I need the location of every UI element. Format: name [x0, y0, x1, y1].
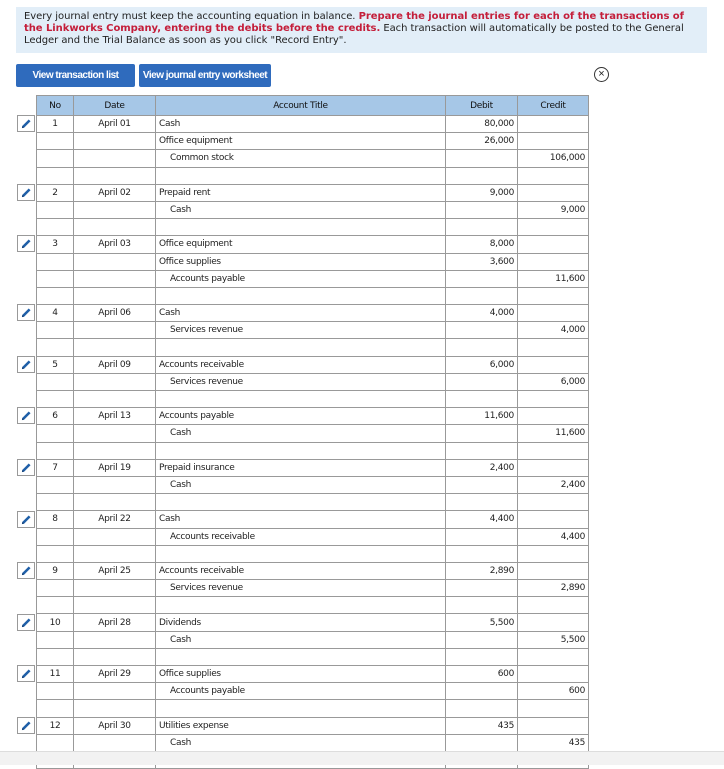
entry-number: 5	[37, 356, 74, 373]
account-title: Common stock	[156, 150, 446, 167]
view-transaction-list-button[interactable]: View transaction list	[16, 64, 135, 87]
empty-cell	[446, 339, 518, 356]
empty-cell	[74, 219, 156, 236]
empty-cell	[446, 648, 518, 665]
empty-cell	[446, 391, 518, 408]
entry-date	[74, 201, 156, 218]
entry-date	[74, 322, 156, 339]
table-row	[37, 683, 589, 700]
empty-cell	[74, 545, 156, 562]
entry-number: 11	[37, 666, 74, 683]
separator-row	[37, 545, 589, 562]
entry-date: April 29	[74, 666, 156, 683]
empty-cell	[518, 339, 589, 356]
debit-amount	[446, 373, 518, 390]
separator-row	[37, 167, 589, 184]
account-title: Cash	[156, 305, 446, 322]
view-journal-worksheet-button[interactable]: View journal entry worksheet	[139, 64, 271, 87]
account-title: Cash	[156, 734, 446, 751]
separator-row	[37, 494, 589, 511]
account-title: Office supplies	[156, 253, 446, 270]
table-row	[37, 270, 589, 287]
table-row	[37, 562, 589, 579]
entry-date	[74, 270, 156, 287]
credit-amount: 600	[518, 683, 589, 700]
empty-cell	[446, 700, 518, 717]
empty-cell	[156, 597, 446, 614]
entry-number: 1	[37, 116, 74, 133]
empty-cell	[518, 545, 589, 562]
table-row	[37, 322, 589, 339]
header-credit: Credit	[518, 96, 589, 116]
entry-date	[74, 425, 156, 442]
entry-date: April 02	[74, 184, 156, 201]
table-row	[37, 116, 589, 133]
account-title: Office equipment	[156, 236, 446, 253]
empty-cell	[446, 494, 518, 511]
account-title: Cash	[156, 511, 446, 528]
debit-amount	[446, 270, 518, 287]
credit-amount: 11,600	[518, 270, 589, 287]
entry-date: April 13	[74, 408, 156, 425]
entry-number	[37, 201, 74, 218]
debit-amount	[446, 150, 518, 167]
debit-amount	[446, 322, 518, 339]
credit-amount	[518, 116, 589, 133]
account-title: Services revenue	[156, 580, 446, 597]
separator-row	[37, 648, 589, 665]
debit-amount	[446, 425, 518, 442]
empty-cell	[156, 167, 446, 184]
debit-amount: 9,000	[446, 184, 518, 201]
entry-date	[74, 133, 156, 150]
edit-entry-button[interactable]	[17, 665, 35, 682]
edit-entry-button[interactable]	[17, 511, 35, 528]
account-title: Cash	[156, 425, 446, 442]
credit-amount	[518, 511, 589, 528]
separator-row	[37, 287, 589, 304]
empty-cell	[37, 339, 74, 356]
close-icon[interactable]: ×	[594, 67, 609, 82]
table-row	[37, 356, 589, 373]
debit-amount: 2,400	[446, 459, 518, 476]
credit-amount	[518, 253, 589, 270]
edit-entry-button[interactable]	[17, 562, 35, 579]
instructions-outro: Each transaction will automatically be posted to the General Ledger and the Trial Balance as soon as you click "Record Entry".	[24, 23, 684, 47]
debit-amount: 4,000	[446, 305, 518, 322]
entry-date: April 30	[74, 717, 156, 734]
account-title: Accounts payable	[156, 683, 446, 700]
empty-cell	[37, 700, 74, 717]
credit-amount: 6,000	[518, 373, 589, 390]
entry-number	[37, 322, 74, 339]
entry-number	[37, 425, 74, 442]
empty-cell	[446, 442, 518, 459]
account-title: Prepaid insurance	[156, 459, 446, 476]
edit-entry-button[interactable]	[17, 614, 35, 631]
debit-amount	[446, 476, 518, 493]
account-title: Cash	[156, 476, 446, 493]
account-title: Cash	[156, 116, 446, 133]
debit-amount	[446, 201, 518, 218]
entry-date: April 01	[74, 116, 156, 133]
debit-amount: 6,000	[446, 356, 518, 373]
instructions-intro: Every journal entry must keep the accounting equation in balance.	[24, 11, 359, 22]
empty-cell	[37, 597, 74, 614]
journal-body	[37, 116, 589, 769]
empty-cell	[518, 391, 589, 408]
entry-date	[74, 373, 156, 390]
entry-number: 12	[37, 717, 74, 734]
empty-cell	[156, 339, 446, 356]
debit-amount: 26,000	[446, 133, 518, 150]
empty-cell	[156, 287, 446, 304]
header-no: No	[37, 96, 74, 116]
debit-amount: 2,890	[446, 562, 518, 579]
instructions-highlight: Prepare the journal entries for each of the transactions of the Linkworks Company, entering the debits before the credits.	[24, 11, 684, 35]
entry-number: 6	[37, 408, 74, 425]
entry-date	[74, 580, 156, 597]
pencil-icon	[21, 514, 32, 525]
credit-amount: 435	[518, 734, 589, 751]
entry-number: 9	[37, 562, 74, 579]
empty-cell	[74, 339, 156, 356]
credit-amount	[518, 717, 589, 734]
separator-row	[37, 442, 589, 459]
empty-cell	[37, 648, 74, 665]
edit-entry-button[interactable]	[17, 717, 35, 734]
empty-cell	[518, 597, 589, 614]
table-row	[37, 528, 589, 545]
account-title: Dividends	[156, 614, 446, 631]
debit-amount: 3,600	[446, 253, 518, 270]
empty-cell	[446, 167, 518, 184]
empty-cell	[156, 700, 446, 717]
pencil-icon	[21, 668, 32, 679]
entry-number	[37, 133, 74, 150]
entry-number	[37, 150, 74, 167]
debit-amount: 11,600	[446, 408, 518, 425]
credit-amount: 2,400	[518, 476, 589, 493]
empty-cell	[37, 545, 74, 562]
credit-amount	[518, 305, 589, 322]
entry-number	[37, 253, 74, 270]
entry-number	[37, 631, 74, 648]
entry-date: April 19	[74, 459, 156, 476]
entry-date: April 06	[74, 305, 156, 322]
table-row	[37, 666, 589, 683]
empty-cell	[37, 287, 74, 304]
account-title: Cash	[156, 631, 446, 648]
table-row	[37, 614, 589, 631]
table-row	[37, 734, 589, 751]
debit-amount: 4,400	[446, 511, 518, 528]
entry-number: 3	[37, 236, 74, 253]
entry-number	[37, 476, 74, 493]
debit-amount	[446, 580, 518, 597]
pencil-icon	[21, 187, 32, 198]
credit-amount	[518, 184, 589, 201]
credit-amount: 11,600	[518, 425, 589, 442]
empty-cell	[518, 494, 589, 511]
account-title: Utilities expense	[156, 717, 446, 734]
pencil-icon	[21, 565, 32, 576]
empty-cell	[446, 545, 518, 562]
pencil-icon	[21, 410, 32, 421]
table-row	[37, 476, 589, 493]
empty-cell	[74, 648, 156, 665]
pencil-icon	[21, 238, 32, 249]
table-row	[37, 511, 589, 528]
table-header-row	[37, 96, 589, 116]
table-row	[37, 201, 589, 218]
entry-date: April 09	[74, 356, 156, 373]
pencil-icon	[21, 307, 32, 318]
header-debit: Debit	[446, 96, 518, 116]
entry-number: 8	[37, 511, 74, 528]
empty-cell	[446, 219, 518, 236]
account-title: Accounts receivable	[156, 528, 446, 545]
entry-number	[37, 683, 74, 700]
empty-cell	[74, 287, 156, 304]
credit-amount	[518, 408, 589, 425]
account-title: Accounts receivable	[156, 356, 446, 373]
table-row	[37, 236, 589, 253]
account-title: Services revenue	[156, 322, 446, 339]
debit-amount	[446, 683, 518, 700]
separator-row	[37, 597, 589, 614]
header-date: Date	[74, 96, 156, 116]
separator-row	[37, 219, 589, 236]
edit-entry-button[interactable]	[17, 304, 35, 321]
entry-number: 4	[37, 305, 74, 322]
entry-date	[74, 683, 156, 700]
table-row	[37, 425, 589, 442]
pencil-icon	[21, 359, 32, 370]
credit-amount	[518, 236, 589, 253]
account-title: Office equipment	[156, 133, 446, 150]
separator-row	[37, 700, 589, 717]
debit-amount: 5,500	[446, 614, 518, 631]
debit-amount: 435	[446, 717, 518, 734]
edit-entry-button[interactable]	[17, 115, 35, 132]
debit-amount	[446, 528, 518, 545]
debit-amount	[446, 734, 518, 751]
table-row	[37, 184, 589, 201]
credit-amount: 4,000	[518, 322, 589, 339]
pencil-icon	[21, 617, 32, 628]
empty-cell	[518, 167, 589, 184]
table-row	[37, 253, 589, 270]
entry-number	[37, 734, 74, 751]
entry-number: 2	[37, 184, 74, 201]
entry-date	[74, 528, 156, 545]
entry-number	[37, 580, 74, 597]
edit-entry-button[interactable]	[17, 235, 35, 252]
table-row	[37, 580, 589, 597]
pencil-icon	[21, 720, 32, 731]
account-title: Accounts payable	[156, 270, 446, 287]
empty-cell	[156, 648, 446, 665]
entry-number	[37, 270, 74, 287]
account-title: Prepaid rent	[156, 184, 446, 201]
empty-cell	[518, 442, 589, 459]
entry-date	[74, 253, 156, 270]
empty-cell	[518, 700, 589, 717]
edit-entry-button[interactable]	[17, 184, 35, 201]
empty-cell	[74, 442, 156, 459]
account-title: Services revenue	[156, 373, 446, 390]
instructions-box	[16, 7, 707, 53]
header-account: Account Title	[156, 96, 446, 116]
entry-number: 7	[37, 459, 74, 476]
table-row	[37, 717, 589, 734]
edit-entry-button[interactable]	[17, 459, 35, 476]
separator-row	[37, 339, 589, 356]
account-title: Accounts payable	[156, 408, 446, 425]
empty-cell	[518, 219, 589, 236]
entry-date	[74, 150, 156, 167]
edit-entry-button[interactable]	[17, 356, 35, 373]
empty-cell	[37, 442, 74, 459]
debit-amount: 600	[446, 666, 518, 683]
credit-amount	[518, 614, 589, 631]
separator-row	[37, 391, 589, 408]
account-title: Cash	[156, 201, 446, 218]
debit-amount	[446, 631, 518, 648]
empty-cell	[74, 597, 156, 614]
entry-date	[74, 476, 156, 493]
empty-cell	[156, 219, 446, 236]
empty-cell	[37, 219, 74, 236]
credit-amount	[518, 562, 589, 579]
empty-cell	[156, 545, 446, 562]
account-title: Accounts receivable	[156, 562, 446, 579]
empty-cell	[74, 391, 156, 408]
empty-cell	[37, 494, 74, 511]
empty-cell	[74, 494, 156, 511]
account-title: Office supplies	[156, 666, 446, 683]
credit-amount	[518, 459, 589, 476]
credit-amount: 9,000	[518, 201, 589, 218]
empty-cell	[74, 700, 156, 717]
entry-date	[74, 631, 156, 648]
table-row	[37, 150, 589, 167]
empty-cell	[74, 167, 156, 184]
scroll-edge	[0, 751, 724, 765]
entry-date: April 03	[74, 236, 156, 253]
edit-entry-button[interactable]	[17, 407, 35, 424]
credit-amount	[518, 133, 589, 150]
table-row	[37, 631, 589, 648]
entry-number	[37, 373, 74, 390]
entry-number: 10	[37, 614, 74, 631]
pencil-icon	[21, 462, 32, 473]
debit-amount: 80,000	[446, 116, 518, 133]
empty-cell	[446, 597, 518, 614]
debit-amount: 8,000	[446, 236, 518, 253]
empty-cell	[37, 167, 74, 184]
entry-date: April 28	[74, 614, 156, 631]
empty-cell	[156, 442, 446, 459]
credit-amount: 4,400	[518, 528, 589, 545]
entry-date	[74, 734, 156, 751]
credit-amount	[518, 666, 589, 683]
empty-cell	[518, 287, 589, 304]
entry-number	[37, 528, 74, 545]
table-row	[37, 408, 589, 425]
journal-table	[36, 95, 589, 769]
pencil-icon	[21, 118, 32, 129]
empty-cell	[156, 494, 446, 511]
entry-date: April 25	[74, 562, 156, 579]
credit-amount: 2,890	[518, 580, 589, 597]
credit-amount	[518, 356, 589, 373]
empty-cell	[518, 648, 589, 665]
entry-date: April 22	[74, 511, 156, 528]
table-row	[37, 373, 589, 390]
table-row	[37, 459, 589, 476]
empty-cell	[156, 391, 446, 408]
empty-cell	[37, 391, 74, 408]
table-row	[37, 133, 589, 150]
empty-cell	[446, 287, 518, 304]
credit-amount: 106,000	[518, 150, 589, 167]
credit-amount: 5,500	[518, 631, 589, 648]
table-row	[37, 305, 589, 322]
